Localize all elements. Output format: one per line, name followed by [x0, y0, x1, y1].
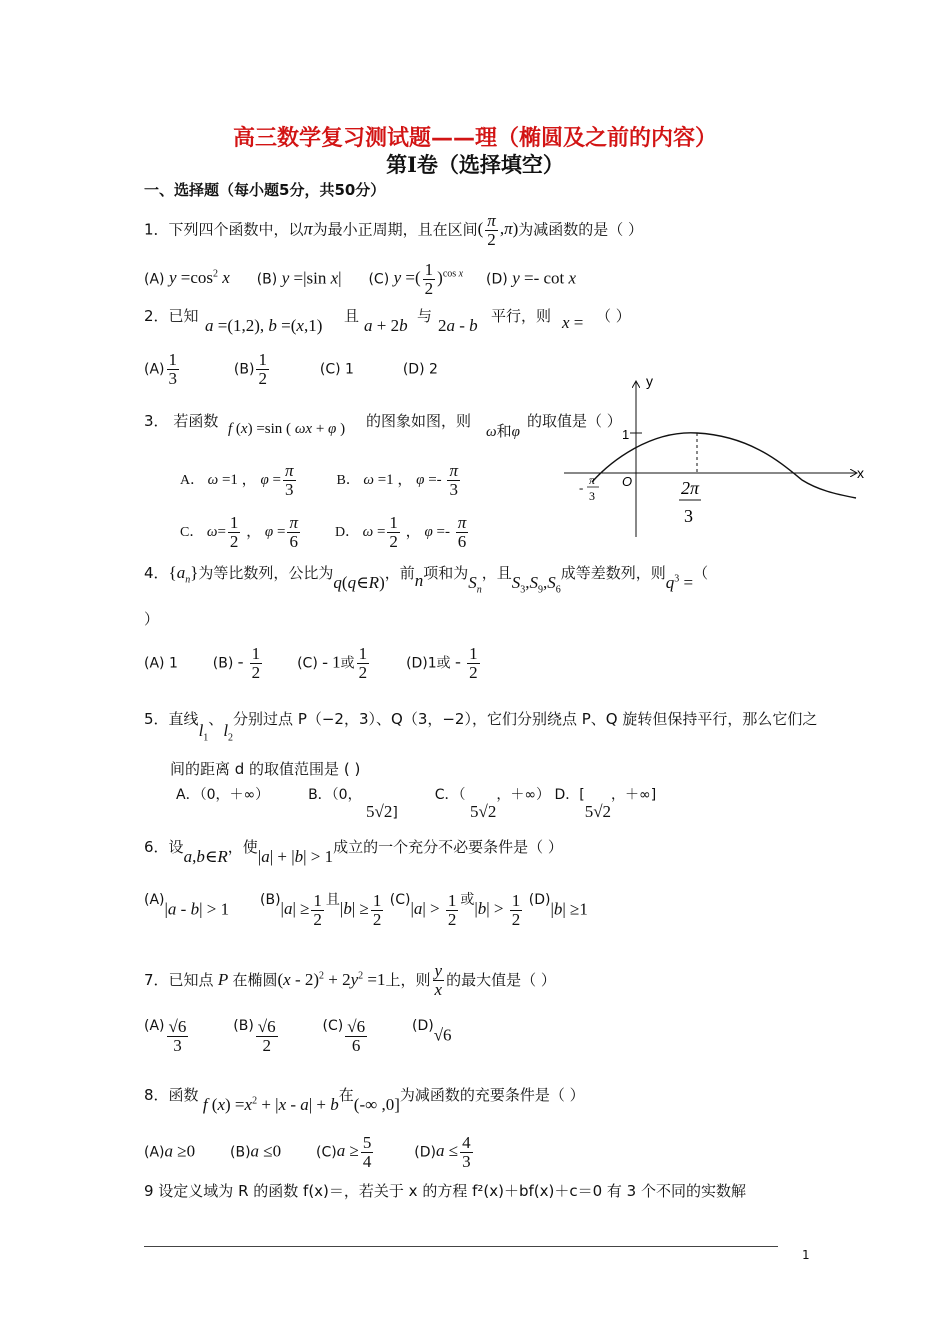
q8-options: (A)a ≥0 (B)a ≤0 (C)a ≥ $\frac{5}{4}$ (D)a ≤ $\frac{4}{3}$	[144, 1133, 471, 1171]
page-title: 高三数学复习测试题——理（椭圆及之前的内容）	[232, 126, 717, 151]
question-7: 7．已知点 P 在椭圆$(x - 2)^2 + 2y^2 =1$上，则 $\frac{y}{x}$ 的最大值是（ ）	[144, 961, 556, 999]
question-6: 6．设a,b∈R，使|a| + |b| > 1成立的一个充分不必要条件是（ ）	[144, 838, 563, 866]
question-3: 3． 若函数	[144, 412, 219, 430]
section-heading: 一、选择题（每小题5分，共50分）	[144, 181, 386, 199]
q3-params: ω和φ	[486, 424, 520, 440]
q3-options-cd: C． ω= $\frac{1}{2}$ ， φ = $\frac{\pi}{6}$ D． ω = $\frac{1}{2}$ ， φ =- $\frac{\pi}{6}$	[180, 513, 467, 551]
q2-parallel: 平行，则	[491, 307, 552, 325]
neg-pi: π	[589, 473, 596, 487]
x-axis-label: x	[857, 465, 864, 481]
question-9: 9 设定义域为 R 的函数 f(x)＝，若关于 x 的方程 f²(x)＋bf(x)＋c＝0 有 3 个不同的实数解	[144, 1182, 746, 1200]
q3-options-ab: A． ω =1 ， φ = $\frac{\pi}{3}$ B． ω =1 ， φ =- $\frac{\pi}{3}$	[180, 461, 458, 499]
tick-one: 1	[622, 427, 630, 442]
question-2: 2．已知	[144, 307, 199, 325]
two-pi-three: 3	[684, 506, 693, 526]
q2-and: 且	[344, 307, 360, 325]
q4-options: (A) 1 (B) - $\frac{1}{2}$ (C) - 1或 $\frac{1}{2}$ (D)1或 - $\frac{1}{2}$	[144, 644, 478, 682]
question-1: 1．下列四个函数中，以π为最小正周期，且在区间( $\frac{\pi}{2}$ ,π)为减函数的是（ ）	[144, 211, 644, 249]
q3-function: f (x) =sin ( ωx + φ )	[228, 421, 346, 437]
q6-options: (A)|a - b| > 1 (B)|a| ≥ $\frac{1}{2}$ 且|b| ≥ $\frac{1}{2}$ (C)|a| > $\frac{1}{2}$ 或|b| > $\frac{1}{2}$ (D)|b| ≥1	[144, 891, 588, 929]
q2-with: 与	[417, 307, 433, 325]
page-subtitle: 第Ⅰ卷（选择填空）	[386, 152, 564, 177]
neg-three: 3	[589, 489, 595, 503]
q2-vectors: a =(1,2), b =(x,1)	[205, 316, 323, 335]
q5-options: A．（0，＋∞） B．（0， 5√2] C．（ 5√2，＋∞） D．[5√2，＋∞]	[176, 787, 657, 821]
question-8: 8．函数 f $(x) =x^2 + |x - a| + b$在(-∞ ,0]为减函数的充要条件是（ ）	[144, 1086, 585, 1114]
y-axis-label: y	[646, 373, 653, 389]
page-number: 1	[802, 1248, 810, 1262]
q2-paren: （ ）	[596, 307, 631, 325]
sine-graph	[560, 372, 870, 547]
question-4: 4．$\{a_n\}$为等比数列，公比为q(q∈R)，前n项和为$S_n$，且$S_3,S_9,S_6$成等差数列，则$q^3$ =（	[144, 563, 709, 596]
neg-sign: -	[579, 480, 584, 495]
q3-ask: 的取值是（ ）	[527, 412, 622, 430]
q5-text-2: 间的距离 d 的取值范围是 ( )	[170, 760, 361, 778]
two-pi: 2π	[681, 478, 700, 498]
q2-x: x =	[562, 313, 584, 332]
q2-options: (A) $\frac{1}{3}$ (B) $\frac{1}{2}$ (C) 1 (D) 2	[144, 350, 438, 388]
q4-close: ）	[144, 610, 160, 628]
q2-expr1: a + 2b	[364, 316, 408, 335]
q3-text: 的图象如图，则	[366, 412, 472, 430]
q2-expr2: 2a - b	[438, 316, 478, 335]
q1-options: (A) $y =\cos^2$ x (B) y =|sin x| (C) y =( $\frac{1}{2}$ )$^{cos x}$ (D) y =- cot x	[144, 260, 577, 298]
question-5: 5．直线$l_1$、$l_2$分别过点 P（−2，3）、Q（3，−2），它们分别绕点 P、Q 旋转但保持平行，那么它们之	[144, 710, 818, 744]
origin-label: O	[622, 474, 633, 489]
footer-rule	[144, 1246, 778, 1247]
q7-options: (A) $\frac{√6}{3}$ (B) $\frac{√6}{2}$ (C) $\frac{√6}{6}$ (D)√6	[144, 1017, 452, 1055]
